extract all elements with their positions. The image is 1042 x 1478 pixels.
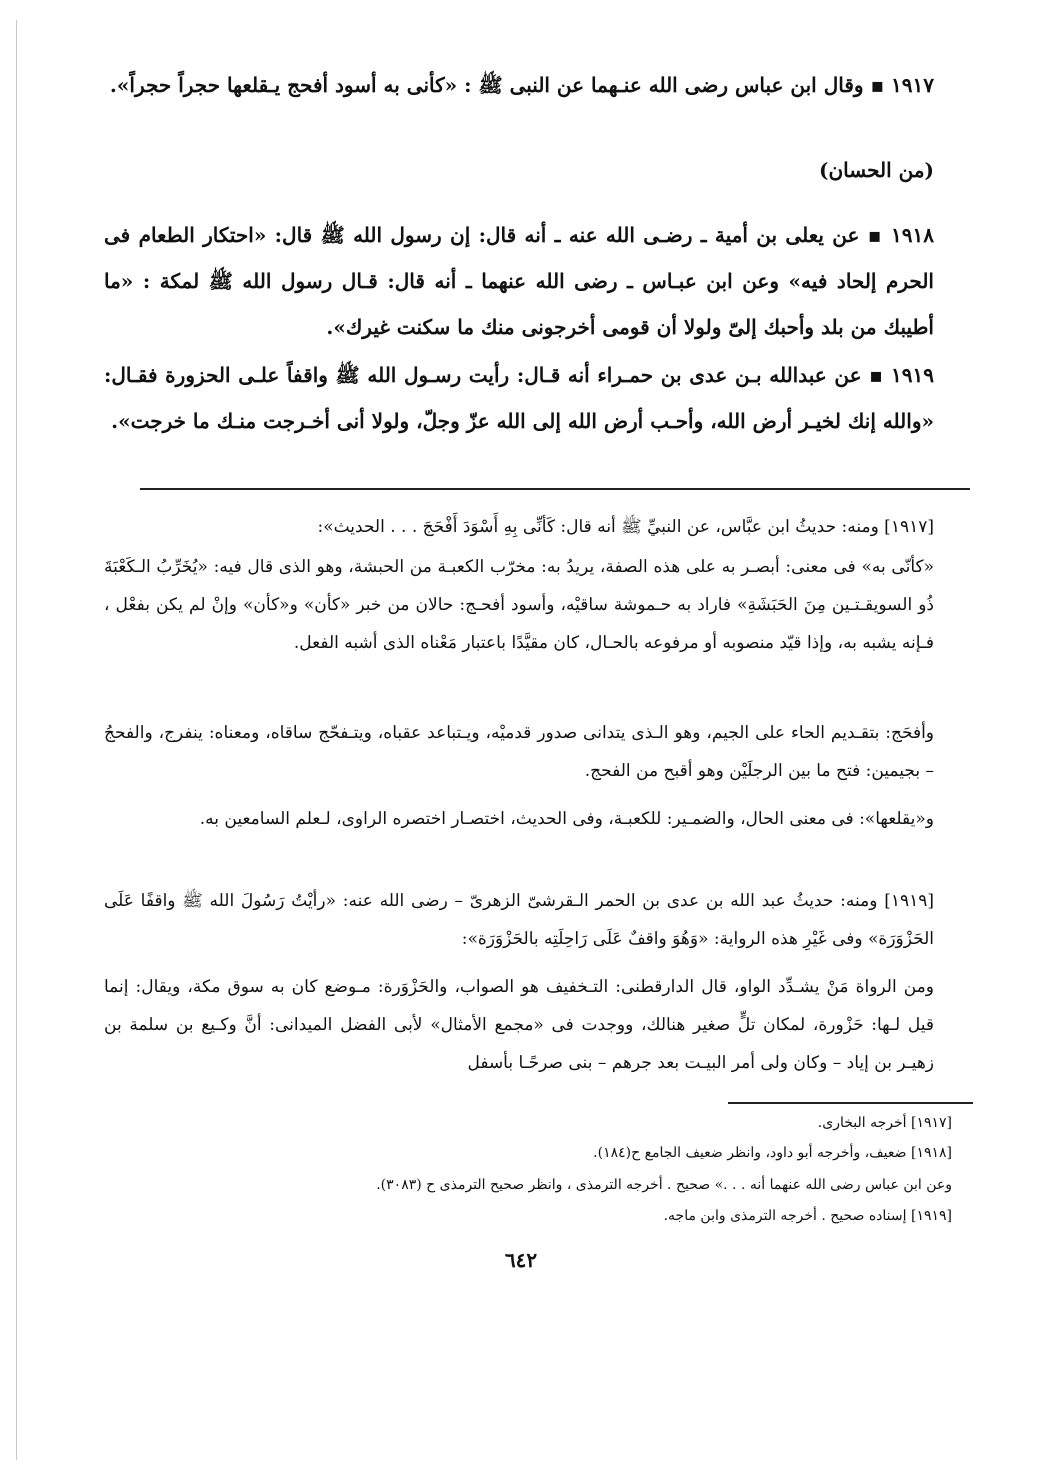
hadith-text: عن يعلى بن أمية ـ رضـى الله عنه ـ أنه قال: إن رسول الله ﷺ قال: «احتكار الطعام فى الحرم إلحاد فيه» وعن ابن عبـاس ـ رضى الله عنهما ـ أنه قال: قـال رسول الله ﷺ لمكة : «ما أطيبك من بلد وأحبك إلىّ ولولا أن قومى أخرجونى منك ما سكنت غيرك». — [104, 223, 934, 339]
footnote: [١٩١٧] أخرجه البخارى. — [817, 1115, 952, 1131]
footnote: وعن ابن عباس رضى الله عنهما أنه . . .» صحيح . أخرجه الترمذى ، وانظر صحيح الترمذى ح (٣٠٨٣). — [376, 1177, 952, 1193]
hadith-text: عن عبدالله بـن عدى بن حمـراء أنه قـال: رأيت رسـول الله ﷺ واقفاً علـى الحزورة فقـال: «والله إنك لخيـر أرض الله، وأحـب أرض الله إلى الله عزّ وجلّ، ولولا أنى أخـرجت منـك ما خرجت». — [104, 363, 934, 433]
hadith-1919: ١٩١٩ ▪ عن عبدالله بـن عدى بن حمـراء أنه قـال: رأيت رسـول الله ﷺ واقفاً علـى الحزورة فقـال: «والله إنك لخيـر أرض الله، وأحـب أرض الله إلى الله عزّ وجلّ، ولولا أنى أخـرجت منـك ما خرجت». — [104, 363, 934, 433]
scan-edge-line — [16, 20, 17, 1460]
commentary-1917-heading: [١٩١٧] ومنه: حديثُ ابن عبَّاس، عن النبيِّ ﷺ أنه قال: كَأنِّى بِهِ أَسْوَدَ أَفْحَجَ . . . الحديث»: — [317, 517, 934, 537]
footnote-divider — [728, 1102, 973, 1104]
hadith-text: وقال ابن عباس رضى الله عنـهما عن النبى ﷺ : «كأنى به أسود أفحج يـقلعها حجراً حجراً». — [109, 73, 864, 97]
commentary-1919-heading: [١٩١٩] ومنه: حديثُ عبد الله بن عدى بن الحمر الـقرشىّ الزهرىّ – رضى الله عنه: «رأيْتُ رَسُولَ الله ﷺ واقفًا عَلَى الحَزْوَرَة» وفى غَيْرِ هذه الرواية: «وَهُوَ واقفٌ عَلَى رَاحِلَتِه بالحَزْوَرَة»: — [104, 891, 934, 949]
footnote: [١٩١٨] ضعيف، وأخرجه أبو داود، وانظر ضعيف الجامع ح(١٨٤). — [593, 1145, 952, 1161]
commentary-paragraph: وأفحَج: بتقـديم الحاء على الجيم، وهو الـذى يتدانى صدور قدميْه، ويـتباعد عقباه، ويتـفحّج ساقاه، ومعناه: ينفرج، والفحجُ – بجيمين: فتح ما بين الرجلَيْن وهو أقبح من الفحج. — [104, 723, 934, 781]
commentary-paragraph: و«يقلعها»: فى معنى الحال، والضمـير: للكعبـة، وفى الحديث، اختصـار اختصره الراوى، لـعلم السامعين به. — [199, 809, 934, 829]
hadith-source-label: (من الحسان) — [818, 158, 934, 182]
footnote: [١٩١٩] إسناده صحيح . أخرجه الترمذى وابن ماجه. — [663, 1208, 952, 1224]
commentary-paragraph: ومن الرواة مَنْ يشـدِّد الواو، قال الدارقطنى: التـخفيف هو الصواب، والحَزْوَرة: مـوضع كان به سوق مكة، ويقال: إنما قيل لـها: حَزْورة، لمكان تلٍّ صغير هنالك، ووجدت فى «مجمع الأمثال» لأبى الفضل الميدانى: أنَّ وكـيع بن سلمة بن زهيـر بن إياد – وكان ولى أمر البيـت بعد جرهم – بنى صرحًـا بأسفل — [104, 977, 934, 1073]
hadith-number: ١٩١٧ — [891, 73, 934, 97]
section-divider — [140, 488, 970, 490]
hadith-1918: ١٩١٨ ▪ عن يعلى بن أمية ـ رضـى الله عنه ـ أنه قال: إن رسول الله ﷺ قال: «احتكار الطعام فى الحرم إلحاد فيه» وعن ابن عبـاس ـ رضى الله عنهما ـ أنه قال: قـال رسول الله ﷺ لمكة : «ما أطيبك من بلد وأحبك إلىّ ولولا أن قومى أخرجونى منك ما سكنت غيرك». — [104, 223, 935, 339]
hadith-number: ١٩١٩ — [891, 363, 934, 387]
commentary-paragraph: «كأنّى به» فى معنى: أبصـر به على هذه الصفة، يريدُ به: مخرّب الكعبـة من الحبشة، وهو الذى قال فيه: «يُخَرِّبُ الـكَعْبَةَ ذُو السويقـتـين مِنَ الحَبَشَةِ» فاراد به حـموشة ساقيْه، وأسود أفحـج: حالان من خبر «كأن» و«كأن» وإنْ لم يكن بفعْل ، فـإنه يشبه به، وإذا قيّد منصوبه أو مرفوعه بالحـال، كان مقيَّدًا باعتبار مَعْناه الذى أشبه الفعل. — [104, 557, 934, 653]
page-number: ٦٤٢ — [504, 1248, 538, 1272]
hadith-1917: ١٩١٧ ▪ وقال ابن عباس رضى الله عنـهما عن النبى ﷺ : «كأنى به أسود أفحج يـقلعها حجراً حجراً». — [109, 73, 934, 97]
hadith-number: ١٩١٨ — [891, 223, 935, 247]
